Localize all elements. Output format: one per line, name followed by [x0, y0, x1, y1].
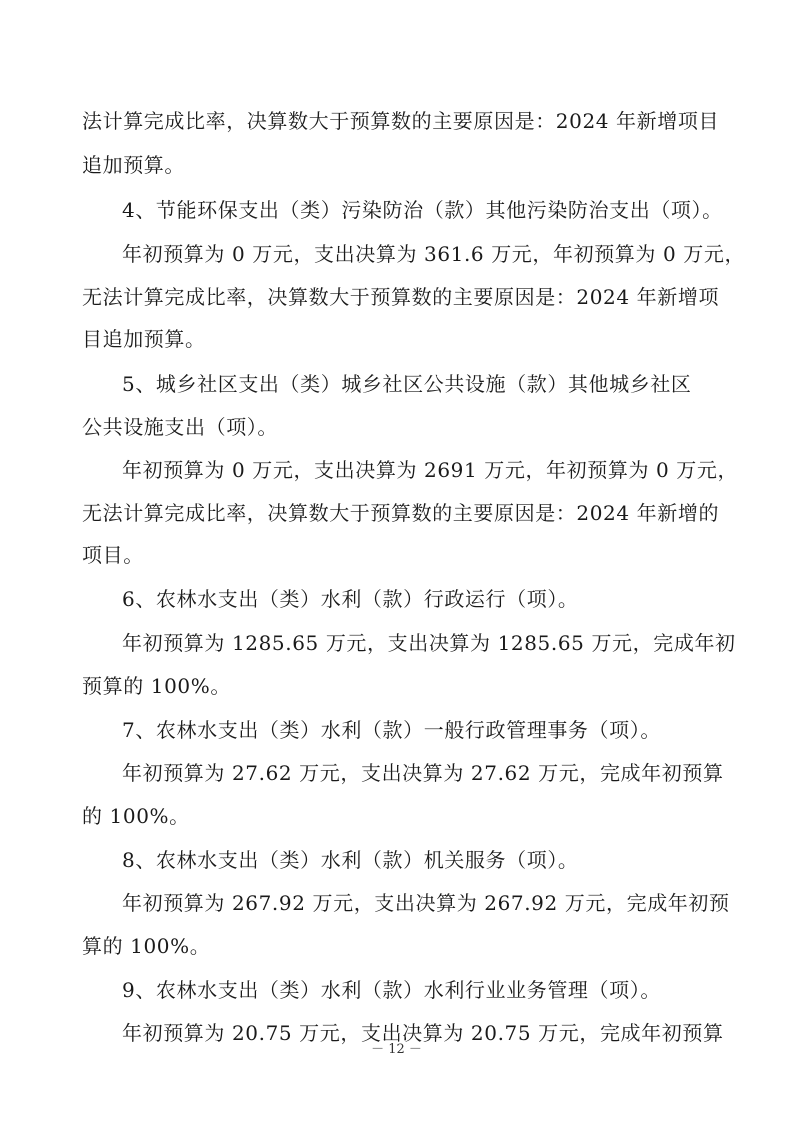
heading-item-7: 7、农林水支出（类）水利（款）一般行政管理事务（项）。 [122, 718, 661, 742]
heading-item-6: 6、农林水支出（类）水利（款）行政运行（项）。 [122, 587, 579, 611]
text-line: 年初预算为 0 万元，支出决算为 361.6 万元，年初预算为 0 万元， [122, 242, 746, 266]
text-line: 算的 100%。 [82, 934, 211, 958]
text-line: 年初预算为 0 万元，支出决算为 2691 万元，年初预算为 0 万元， [122, 458, 739, 482]
text-line: 年初预算为 20.75 万元，支出决算为 20.75 万元，完成年初预算 [122, 1021, 724, 1045]
text-line: 法计算完成比率，决算数大于预算数的主要原因是：2024 年新增项目 [82, 109, 720, 133]
heading-item-5: 5、城乡社区支出（类）城乡社区公共设施（款）其他城乡社区 [122, 372, 692, 396]
text-line: 公共设施支出（项）。 [82, 415, 278, 439]
page-number: － 12 － [371, 1042, 422, 1057]
text-line: 年初预算为 267.92 万元，支出决算为 267.92 万元，完成年初预 [122, 891, 730, 915]
text-line: 追加预算。 [82, 153, 185, 177]
text-line: 年初预算为 1285.65 万元，支出决算为 1285.65 万元，完成年初 [122, 631, 736, 655]
text-line: 无法计算完成比率，决算数大于预算数的主要原因是：2024 年新增的 [82, 501, 720, 525]
heading-item-8: 8、农林水支出（类）水利（款）机关服务（项）。 [122, 848, 579, 872]
text-line: 无法计算完成比率，决算数大于预算数的主要原因是：2024 年新增项 [82, 285, 720, 309]
text-line: 预算的 100%。 [82, 674, 231, 698]
heading-item-4: 4、节能环保支出（类）污染防治（款）其他污染防治支出（项）。 [122, 198, 723, 222]
heading-item-9: 9、农林水支出（类）水利（款）水利行业业务管理（项）。 [122, 978, 661, 1002]
text-line: 项目。 [82, 543, 144, 567]
text-line: 的 100%。 [82, 804, 190, 828]
text-line: 年初预算为 27.62 万元，支出决算为 27.62 万元，完成年初预算 [122, 761, 724, 785]
text-line: 目追加预算。 [82, 327, 206, 351]
